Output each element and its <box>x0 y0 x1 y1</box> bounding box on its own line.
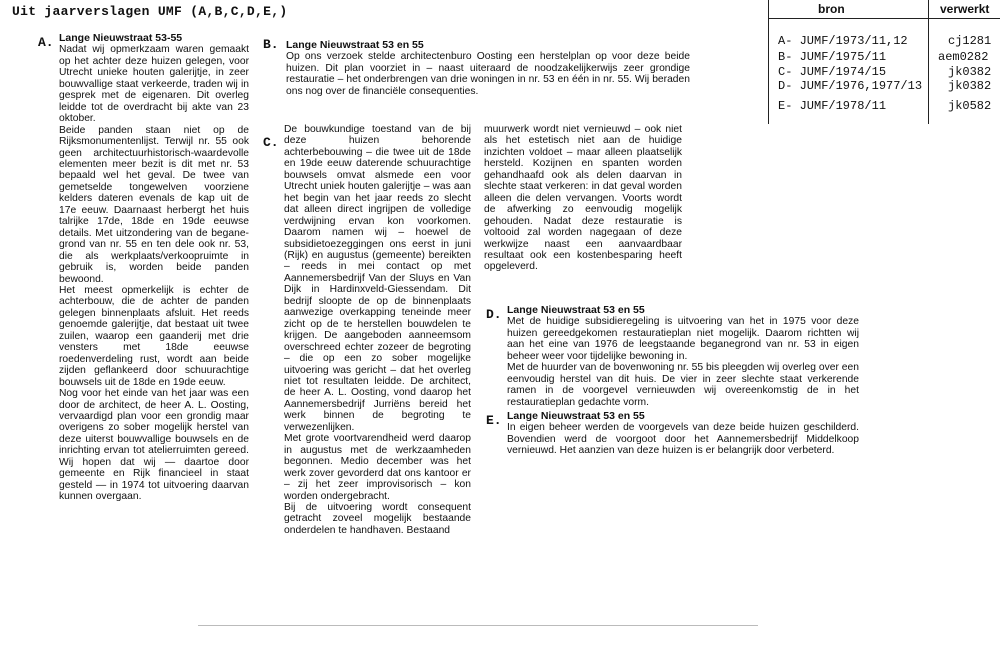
section-letter-a: A. <box>38 35 54 50</box>
section-c-paragraph: Met grote voortvarendheid werd daarop in augustus met de werkzaamheden begonnen. Medio december was het werk zover gevorderd dat ons kantoor er – zij het zeer improvisorisch – kon worden ondergebracht. <box>284 433 471 502</box>
table-row <box>778 50 1000 66</box>
section-b <box>286 40 690 97</box>
section-b-paragraph: Op ons verzoek stelde architectenburo Oosting een herstelplan op voor deze beide huizen. Dit plan voorziet in – naast uiteraard de noodzakelijkerwijs zeer grondige restauratie – het onderbrengen van drie woningen in nr. 53 en één in nr. 55. Wij beraden ons nog over de financiële consequenties. <box>286 51 690 97</box>
processed-ref: aem0282 <box>938 50 989 64</box>
page-title: Uit jaarverslagen UMF (A,B,C,D,E,) <box>12 4 288 19</box>
section-c-paragraph: muurwerk wordt niet vernieuwd – ook niet als het estetisch niet aan de huidige inzichten voldoet – maar alleen plaatselijk hersteld. Kozijnen en spanten worden gehandhaafd ook als delen daarvan in slechte staat verkeren: in dat geval worden alleen die delen vervangen. Voorts wordt de afwerking zo eenvoudig mogelijk gehouden. Nadat deze restauratie is voltooid zal worden nagegaan of deze werkwijze naast een aanvaardbaar resultaat ook een kostenbesparing heeft opgeleverd. <box>484 124 682 273</box>
section-letter-b: B. <box>263 37 279 52</box>
table-row <box>778 99 1000 115</box>
section-letter-e: E. <box>486 413 502 428</box>
section-c-paragraph: Bij de uitvoering wordt consequent getracht zoveel mogelijk bestaande onderdelen te handhaven. Bestaand <box>284 501 471 536</box>
processed-ref: jk0382 <box>948 65 992 79</box>
section-b-heading: Lange Nieuwstraat 53 en 55 <box>286 39 424 51</box>
section-a-heading: Lange Nieuwstraat 53-55 <box>59 32 183 44</box>
source-code: C- JUMF/1974/15 <box>778 65 887 79</box>
table-header-rule <box>768 18 1000 19</box>
processed-ref: jk0382 <box>948 79 992 93</box>
column-header-bron: bron <box>818 2 845 16</box>
section-e-heading: Lange Nieuwstraat 53 en 55 <box>507 410 645 422</box>
section-c-column-2 <box>484 124 682 273</box>
source-table <box>768 0 1000 124</box>
section-d-paragraph: Met de huidige subsidieregeling is uitvoering van het in 1975 voor deze huizen gereedgekomen restauratieplan niet mogelijk. Daarom richtten wij aan het eine van 1976 de leegstaande beganegrond van nr. 53 in eigen beheer weer voor tijdelijke bewoning in. <box>507 316 859 362</box>
source-code: E- JUMF/1978/11 <box>778 99 887 113</box>
section-letter-c: C. <box>263 135 279 150</box>
section-a-paragraph: Het meest opmerkelijk is echter de achterbouw, die de achter de panden gelegen binnenplaats afsluit. Het reeds genoemde galerijtje, dat bestaat uit twee zuilen, waarop een gaanderij met drie vensters met 18de eeuwse roedenverdeling rust, wordt aan beide zijden geflankeerd door schuurachtige bouwsels uit de 18de en 19de eeuw. <box>59 284 249 388</box>
section-e-paragraph: In eigen beheer werden de voorgevels van deze beide huizen geschilderd. Bovendien werd de voorgoot door het Aannemersbedrijf Middelkoop vernieuwd. Het aanzien van deze huizen is er belangrijk door verbeterd. <box>507 422 859 457</box>
section-a-paragraph: Nadat wij opmerkzaam waren gemaakt op het achter deze huizen gelegen, voor Utrecht unieke houten galerijtje, in zeer bouwvallige staat verkeerde, traden wij in gesprek met de eigenaren. Dit overleg leidde tot de overdracht bij akte van 23 oktober. <box>59 44 249 125</box>
source-code: B- JUMF/1975/11 <box>778 50 887 64</box>
section-a-paragraph: Nog voor het einde van het jaar was een door de architect, de heer A. L. Oosting, vervaardigd plan voor een grondig maar overigens zo sober mogelijk herstel van deze uiterst bouwvallige bouwsels en de inrichting ervan tot atelierruimten gereed. Wij hopen dat wij — daartoe door gemeente en Rijk financieel in staat gesteld — in 1974 tot uitvoering daarvan kunnen overgaan. <box>59 388 249 503</box>
source-code: D- JUMF/1976,1977/13 <box>778 79 923 93</box>
processed-ref: jk0582 <box>948 99 992 113</box>
section-d <box>507 305 859 408</box>
scan-edge-line <box>198 625 758 626</box>
table-row <box>778 79 1000 95</box>
section-a-paragraph: Beide panden staan niet op de Rijksmonumentenlijst. Terwijl nr. 55 ook geen architectuurhistorisch-waardevolle elementen meer bezit is dit met nr. 53 bepaald wel het geval. De twee van gemetselde tongewelven voorziene kelders dateren evenals de kap uit de 17e eeuw. Daarnaast herbergt het huis talrijke 17de, 18de en 19de eeuwse details. Met uitzondering van de begane-grond van nr. 55 en ten dele ook nr. 53, die als werkplaats/verkoopruimte in gebruik is, worden beide panden bewoond. <box>59 124 249 285</box>
source-code: A- JUMF/1973/11,12 <box>778 34 908 48</box>
section-a <box>59 33 249 503</box>
section-d-heading: Lange Nieuwstraat 53 en 55 <box>507 304 645 316</box>
section-letter-d: D. <box>486 307 502 322</box>
section-c-paragraph: De bouwkundige toestand van de bij deze huizen behorende achterbebouwing – die twee uit de 18de en 19de eeuw daterende schuurachtige bouwsels omvat alsmede een voor Utrecht uniek houten galerijtje – was aan het begin van het jaar reeds zo slecht dat alleen direct ingrijpen de volledige verdwijning ervan kon voorkomen. Daarom namen wij – hoewel de subsidietoezeggingen ons eerst in juni (Rijk) en augustus (gemeente) bereikten – reeds in mei contact op met Aannemersbedrijf Van der Sluys en Van Dijk in Hardinxveld-Giessendam. Dit bedrijf sloopte de op de binnenplaats aanwezige overkapping teneinde meer zicht op de te herstellen bouwdelen te krijgen. De aangeboden aanneemsom overschreed echter zozeer de begroting – die op een zo sober mogelijke uitvoering was gericht – dat het overleg niet tot resultaten leidde. De architect, de heer A. L. Oosting, vond daarop het Aannemersbedrijf Jurriëns bereid het werk binnen de begroting te verwezenlijken. <box>284 124 471 433</box>
column-header-verwerkt: verwerkt <box>940 2 990 16</box>
section-d-paragraph: Met de huurder van de bovenwoning nr. 55 bis pleegden wij overleg over een eenvoudig herstel van dit huis. De vier in zeer slechte staat verkerende ramen in de voorgevel vernieuwden wij overeenkomstig de in het restauratieplan gedachte vorm. <box>507 362 859 408</box>
section-c-column-1 <box>284 124 471 536</box>
processed-ref: cj1281 <box>948 34 992 48</box>
table-row <box>778 34 1000 50</box>
section-e <box>507 411 859 457</box>
